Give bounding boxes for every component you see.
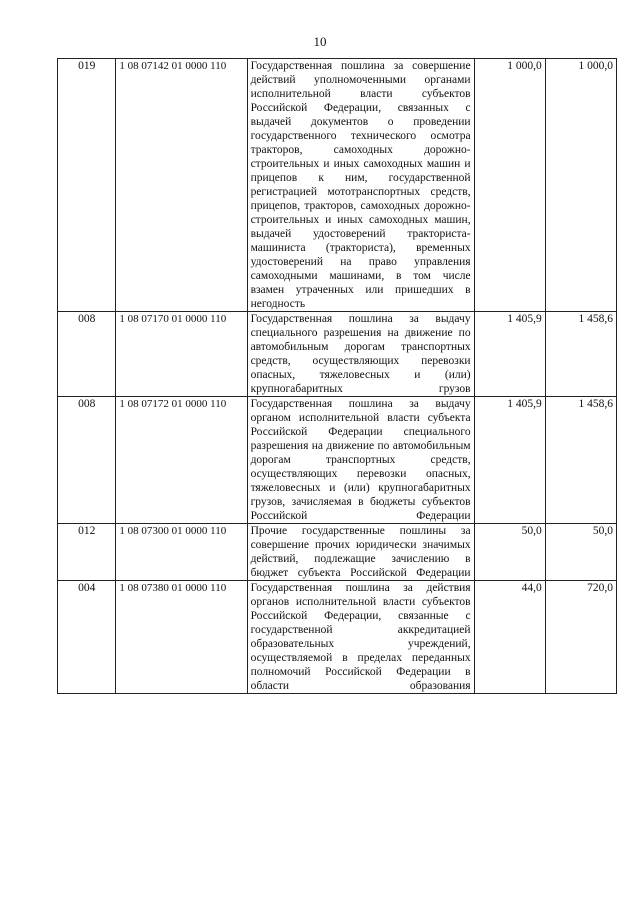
amount-1-cell: 44,0 <box>474 581 545 694</box>
admin-code-cell: 012 <box>58 524 116 581</box>
revenue-name-cell: Государственная пошлина за совершение действий уполномоченными органами исполнительной власти субъектов Российской Федерации, связанных с выдачей документов о проведении государственного технического осмотра тракторов, самоходных дорожно-строительных и иных самоходных машин и прицепов к ним, государственной регистрацией мототранспортных средств, прицепов, тракторов, самоходных дорожно-строительных и иных самоходных машин, выдачей удостоверений тракториста-машиниста (тракториста), временных удостоверений на право управления самоходными машинами, в том числе взамен утраченных или пришедших в негодность <box>247 59 474 312</box>
revenue-name-cell: Государственная пошлина за выдачу органом исполнительной власти субъекта Российской Федерации специального разрешения на движение по автомобильным дорогам транспортных средств, осуществляющих перевозки опасных, тяжеловесных и (или) крупногабаритных грузов, зачисляемая в бюджеты субъектов Российской Федерации <box>247 397 474 524</box>
amount-1-cell: 50,0 <box>474 524 545 581</box>
amount-1-cell: 1 405,9 <box>474 397 545 524</box>
revenue-code-cell: 1 08 07170 01 0000 110 <box>116 312 247 397</box>
admin-code-cell: 008 <box>58 312 116 397</box>
table-row <box>58 59 617 312</box>
amount-2-cell: 50,0 <box>545 524 616 581</box>
amount-2-cell: 1 458,6 <box>545 397 616 524</box>
admin-code-cell: 008 <box>58 397 116 524</box>
budget-revenue-table <box>57 58 617 694</box>
page-number: 10 <box>313 34 327 49</box>
table-row <box>58 397 617 524</box>
table-row <box>58 312 617 397</box>
revenue-name-cell: Государственная пошлина за действия органов исполнительной власти субъектов Российской Федерации, связанные с государственной аккредитацией образовательных учреждений, осуществляемой в пределах переданных полномочий Российской Федерации в области образования <box>247 581 474 694</box>
table-row <box>58 581 617 694</box>
admin-code-cell: 019 <box>58 59 116 312</box>
revenue-name-cell: Прочие государственные пошлины за совершение прочих юридически значимых действий, подлежащие зачислению в бюджет субъекта Российской Федерации <box>247 524 474 581</box>
amount-2-cell: 1 000,0 <box>545 59 616 312</box>
table-row <box>58 524 617 581</box>
amount-2-cell: 1 458,6 <box>545 312 616 397</box>
revenue-name-cell: Государственная пошлина за выдачу специального разрешения на движение по автомобильным дорогам транспортных средств, осуществляющих перевозки опасных, тяжеловесных и (или) крупногабаритных грузов <box>247 312 474 397</box>
amount-2-cell: 720,0 <box>545 581 616 694</box>
revenue-code-cell: 1 08 07172 01 0000 110 <box>116 397 247 524</box>
revenue-code-cell: 1 08 07300 01 0000 110 <box>116 524 247 581</box>
revenue-code-cell: 1 08 07142 01 0000 110 <box>116 59 247 312</box>
amount-1-cell: 1 405,9 <box>474 312 545 397</box>
admin-code-cell: 004 <box>58 581 116 694</box>
amount-1-cell: 1 000,0 <box>474 59 545 312</box>
revenue-code-cell: 1 08 07380 01 0000 110 <box>116 581 247 694</box>
